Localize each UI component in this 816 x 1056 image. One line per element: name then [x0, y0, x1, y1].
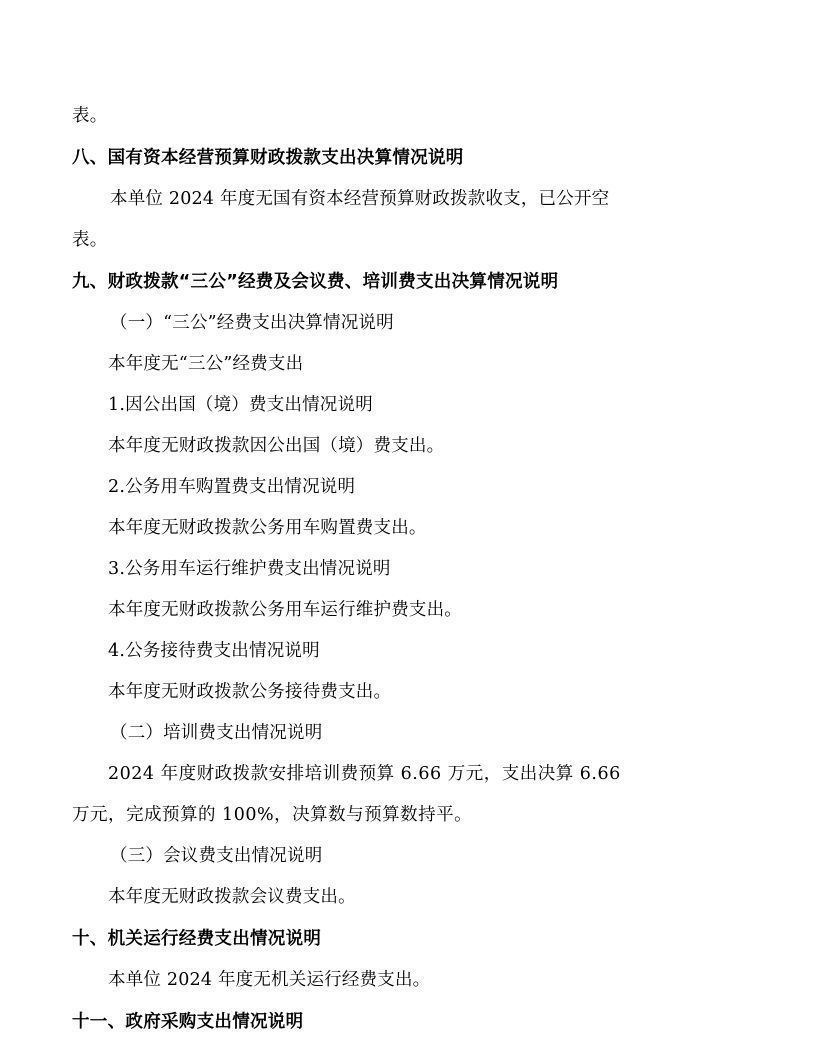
subsection-three-meeting-fee-title: （三）会议费支出情况说明	[110, 846, 323, 866]
section-heading-eight: 八、国有资本经营预算财政拨款支出决算情况说明	[72, 148, 464, 168]
section-heading-ten: 十、机关运行经费支出情况说明	[72, 929, 322, 949]
paragraph-state-capital-budget: 本单位 2024 年度无国有资本经营预算财政拨款收支，已公开空	[110, 189, 610, 209]
item-2-vehicle-purchase-body: 本年度无财政拨款公务用车购置费支出。	[108, 518, 427, 538]
paragraph-continuation-table-2: 表。	[72, 230, 108, 250]
paragraph-continuation-table: 表。	[72, 106, 108, 126]
item-2-vehicle-purchase-title: 2.公务用车购置费支出情况说明	[108, 477, 356, 497]
paragraph-operating-expense-body: 本单位 2024 年度无机关运行经费支出。	[108, 970, 431, 990]
item-4-official-reception-body: 本年度无财政拨款公务接待费支出。	[108, 682, 392, 702]
section-heading-eleven: 十一、政府采购支出情况说明	[72, 1012, 304, 1032]
document-body	[72, 96, 744, 1043]
subsection-three-meeting-fee-body: 本年度无财政拨款会议费支出。	[108, 887, 356, 907]
subsection-two-training-fee-title: （二）培训费支出情况说明	[110, 723, 323, 743]
item-3-vehicle-maintenance-body: 本年度无财政拨款公务用车运行维护费支出。	[108, 600, 462, 620]
item-1-overseas-travel-title: 1.因公出国（境）费支出情况说明	[108, 395, 373, 415]
item-4-official-reception-title: 4.公务接待费支出情况说明	[108, 641, 320, 661]
item-1-overseas-travel-body: 本年度无财政拨款因公出国（境）费支出。	[108, 436, 445, 456]
section-heading-nine: 九、财政拨款“三公”经费及会议费、培训费支出决算情况说明	[72, 272, 559, 292]
subsection-two-training-fee-body-line1: 2024 年度财政拨款安排培训费预算 6.66 万元，支出决算 6.66	[108, 764, 621, 784]
paragraph-no-three-public-expense: 本年度无“三公”经费支出	[108, 354, 304, 374]
subsection-two-training-fee-body-line2: 万元，完成预算的 100%，决算数与预算数持平。	[72, 805, 473, 825]
item-3-vehicle-maintenance-title: 3.公务用车运行维护费支出情况说明	[108, 559, 391, 579]
subsection-one-three-public: （一）“三公”经费支出决算情况说明	[110, 313, 394, 333]
